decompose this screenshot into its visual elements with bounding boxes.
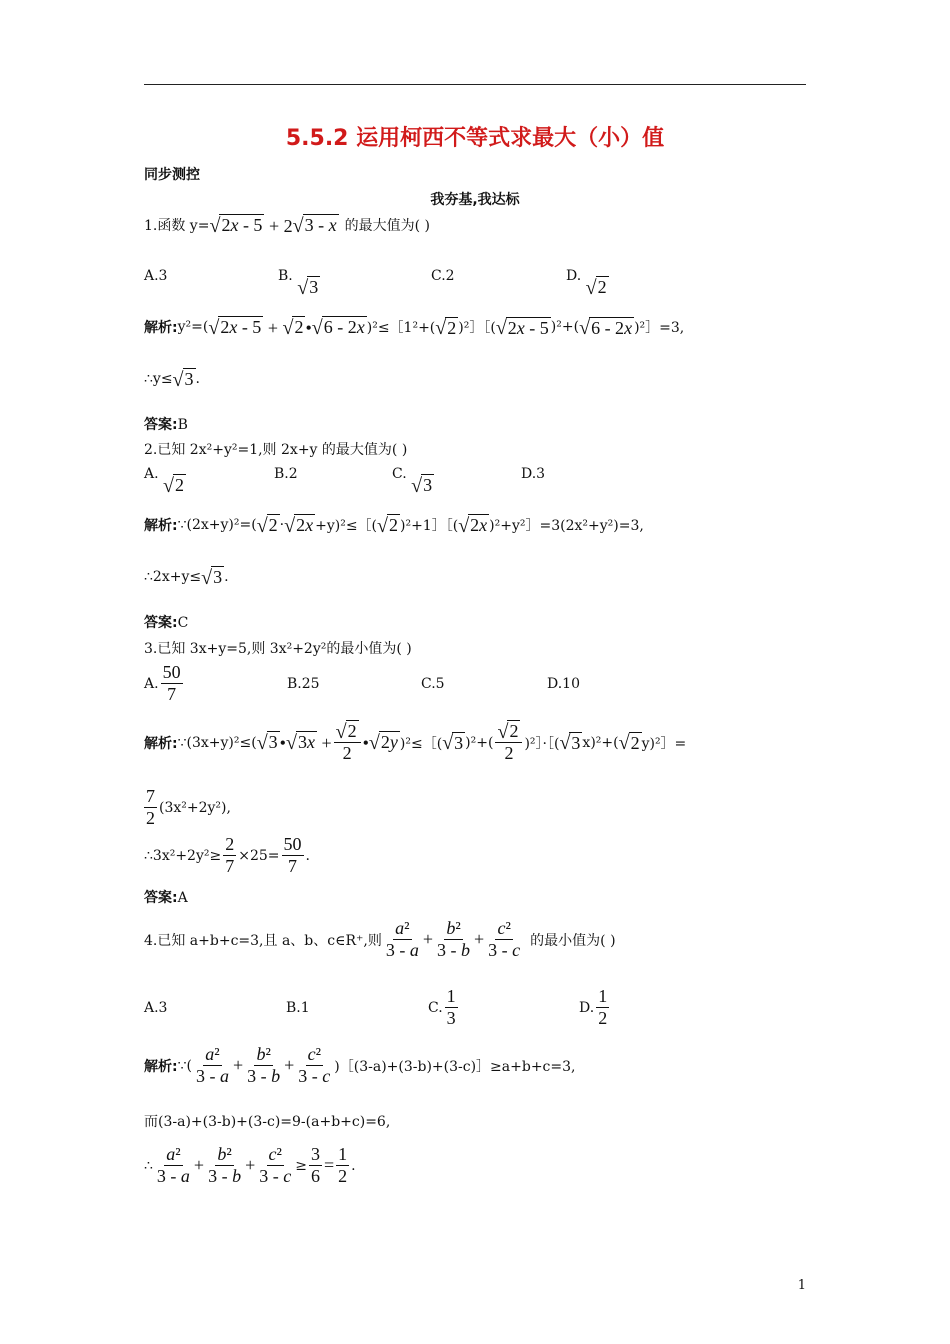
q1-option-c: C.2: [431, 268, 455, 284]
q3-stem: 3.已知 3x+y=5,则 3x²+2y²的最小值为( ): [144, 641, 412, 657]
section-heading: 同步测控: [144, 167, 200, 183]
q4-option-a: A.3: [144, 1000, 168, 1016]
q3-analysis-cont: 7 2 (3x²+2y²),: [146, 786, 231, 828]
q1-stem: [144, 214, 430, 237]
q4-option-b: B.1: [286, 1000, 310, 1016]
q1-analysis: 解析: y²=( √ 2x - 5 + √ 2 • √ 6 - 2x )²≤［1²+( √ 2 )²］［( √ 2x - 5 )²+( √ 6 - 2x )²］=3,: [144, 316, 685, 340]
q4-analysis-line2: 而(3-a)+(3-b)+(3-c)=9-(a+b+c)=6,: [144, 1114, 391, 1130]
q1-conclusion: ∴y≤ √ 3 .: [144, 368, 200, 391]
q3-answer: 答案:A: [144, 890, 188, 906]
q2-conclusion: ∴2x+y≤ √ 3 .: [144, 566, 229, 589]
q4-analysis: 解析: ∵( a² 3 - a + $\frac{\text{b²}}{3 - b}$ + $\frac{\text{c²}}{3 - c}$ )［(3-a)+(3-b)+(3-c)］≥a+b+c=3,: [144, 1044, 576, 1086]
q1-option-a: A.3: [144, 268, 168, 284]
q2-option-a: A. √ 2: [144, 466, 184, 497]
top-rule: [144, 84, 806, 85]
q2-option-d: D.3: [521, 466, 546, 482]
q3-option-a: A. 50 7: [144, 662, 181, 704]
q4-option-d: D. 1 2: [579, 986, 608, 1028]
q4-option-c: C. 1 3: [428, 986, 456, 1028]
page-title: 5.5.2 运用柯西不等式求最大（小）值: [285, 126, 665, 151]
q4-stem: 4.已知 a+b+c=3,且 a、b、c∈R⁺,则 a² 3 - a + $\frac{\text{b²}}{3 - b}$ + $\frac{\text{c²}}{3 - c}$ 的最小值为( ): [144, 918, 616, 960]
q1-stem-suffix: 的最大值为( ): [344, 218, 430, 235]
page-number: 1: [797, 1278, 806, 1293]
q1-answer: 答案:B: [144, 417, 188, 433]
q3-analysis: 解析: ∵(3x+y)²≤( √ 3 • √ 3x + √ 2 2 • √ 2y )²≤［( √ 3 )²+( √ 2 2 )²］·［( √ 3 x)²+( √ 2 y)²］=: [144, 720, 687, 764]
q1-option-b: B. √ 3: [278, 268, 319, 299]
q3-option-c: C.5: [421, 676, 445, 692]
q2-stem: 2.已知 2x²+y²=1,则 2x+y 的最大值为( ): [144, 442, 408, 458]
q2-answer: 答案:C: [144, 615, 189, 631]
q1-formula: √ 2x - 5 + 2 √ 3 - x: [209, 214, 337, 237]
subsection-heading: 我夯基,我达标: [430, 192, 520, 208]
q3-conclusion: ∴3x²+2y²≥ 2 7 ×25= 50 7 .: [144, 834, 310, 876]
q1-option-d: D. √ 2: [566, 268, 607, 299]
q3-option-d: D.10: [547, 676, 580, 692]
q1-stem-prefix: 1.函数 y=: [144, 218, 210, 235]
q2-analysis: 解析: ∵(2x+y)²=( √ 2 · √ 2x +y)²≤［( √ 2 )²+1］［( √ 2x )²+y²］=3(2x²+y²)=3,: [144, 514, 644, 537]
q4-conclusion: ∴ a² 3 - a + $\frac{\text{b²}}{3 - b}$ + $\frac{\text{c²}}{3 - c}$ ≥ $\frac{3}{6}$ = $\frac{1}{2}$ .: [144, 1144, 356, 1186]
q3-option-b: B.25: [287, 676, 320, 692]
q2-option-c: C. √ 3: [392, 466, 433, 497]
q2-option-b: B.2: [274, 466, 298, 482]
